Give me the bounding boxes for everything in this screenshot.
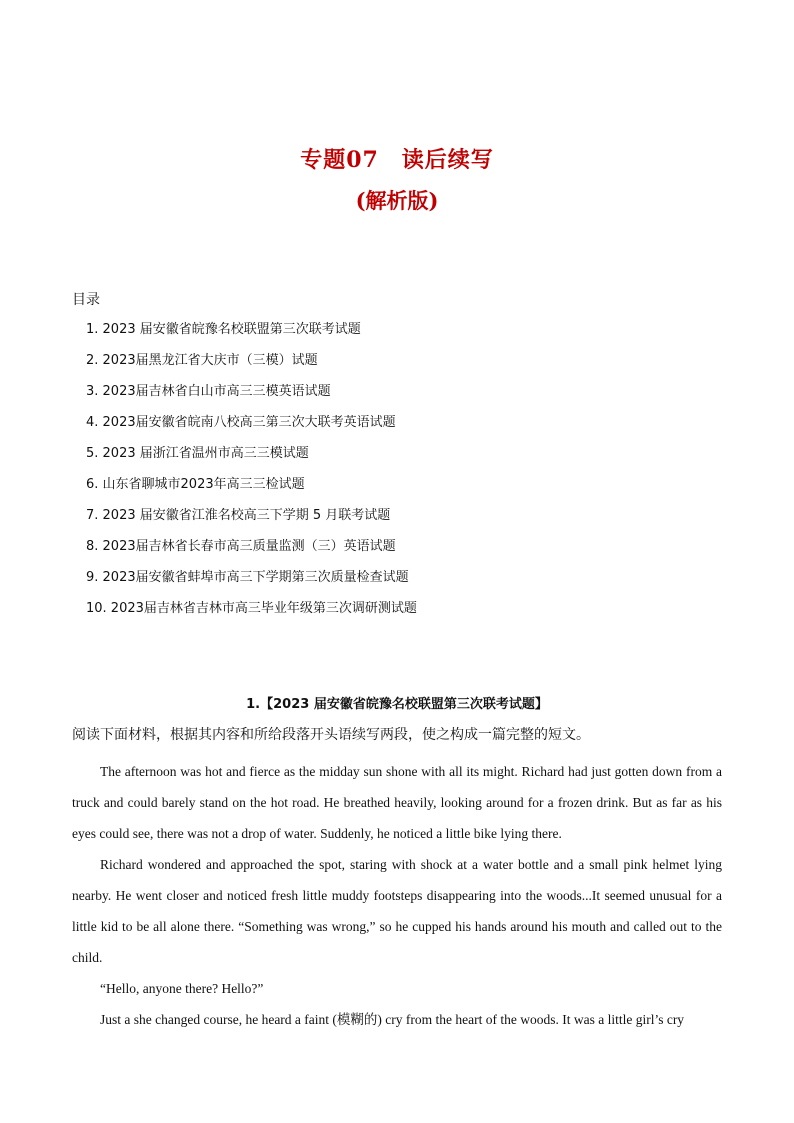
question-instruction: 阅读下面材料，根据其内容和所给段落开头语续写两段，使之构成一篇完整的短文。 <box>72 727 590 743</box>
toc-item[interactable] <box>86 473 417 504</box>
toc-link[interactable]: 4. 2023届安徽省皖南八校高三第三次大联考英语试题 <box>86 415 396 430</box>
passage-paragraph: “Hello, anyone there? Hello?” <box>100 981 264 996</box>
toc-link[interactable]: 7. 2023 届安徽省江淮名校高三下学期 5 月联考试题 <box>86 508 391 523</box>
passage-paragraph: The afternoon was hot and fierce as the midday sun shone with all its might. Richard had just gotten down from a truck and could barely stand on the hot road. He breathed heavily, looking around for a frozen drink. But as far as his eyes could see, there was not a drop of water. Suddenly, he noticed a little bike lying there. <box>72 764 722 841</box>
toc-item[interactable] <box>86 597 417 628</box>
toc-link[interactable]: 1. 2023 届安徽省皖豫名校联盟第三次联考试题 <box>86 322 361 337</box>
page-subtitle: (解析版) <box>355 188 439 213</box>
toc-item[interactable] <box>86 318 417 349</box>
toc-item[interactable] <box>86 566 417 597</box>
toc-item[interactable] <box>86 442 417 473</box>
toc-item[interactable] <box>86 411 417 442</box>
toc-link[interactable]: 6. 山东省聊城市2023年高三三检试题 <box>86 477 305 492</box>
toc-link[interactable]: 9. 2023届安徽省蚌埠市高三下学期第三次质量检查试题 <box>86 570 409 585</box>
page-title: 专题07 读后续写 <box>300 147 494 173</box>
toc-link[interactable]: 8. 2023届吉林省长春市高三质量监测（三）英语试题 <box>86 539 396 554</box>
toc-link[interactable]: 5. 2023 届浙江省温州市高三三模试题 <box>86 446 309 461</box>
toc-link[interactable]: 3. 2023届吉林省白山市高三三模英语试题 <box>86 384 331 399</box>
toc-item[interactable] <box>86 504 417 535</box>
toc-link[interactable]: 10. 2023届吉林省吉林市高三毕业年级第三次调研测试题 <box>86 601 417 616</box>
toc-item[interactable] <box>86 380 417 411</box>
toc-item[interactable] <box>86 349 417 380</box>
passage <box>72 756 722 1035</box>
passage-paragraph: Just a she changed course, he heard a faint (模糊的) cry from the heart of the woods. It was a little girl’s cry <box>100 1012 685 1027</box>
toc-item[interactable] <box>86 535 417 566</box>
toc-link[interactable]: 2. 2023届黑龙江省大庆市（三模）试题 <box>86 353 318 368</box>
table-of-contents <box>86 318 417 628</box>
passage-paragraph: Richard wondered and approached the spot, staring with shock at a water bottle and a small pink helmet lying nearby. He went closer and noticed fresh little muddy footsteps disappearing into the woods...It seemed unusual for a little kid to be all alone there. “Something was wrong,” so he cupped his hands around his mouth and called out to the child. <box>72 857 722 965</box>
question-title: 1.【2023 届安徽省皖豫名校联盟第三次联考试题】 <box>246 697 548 712</box>
toc-heading: 目录 <box>72 292 100 308</box>
